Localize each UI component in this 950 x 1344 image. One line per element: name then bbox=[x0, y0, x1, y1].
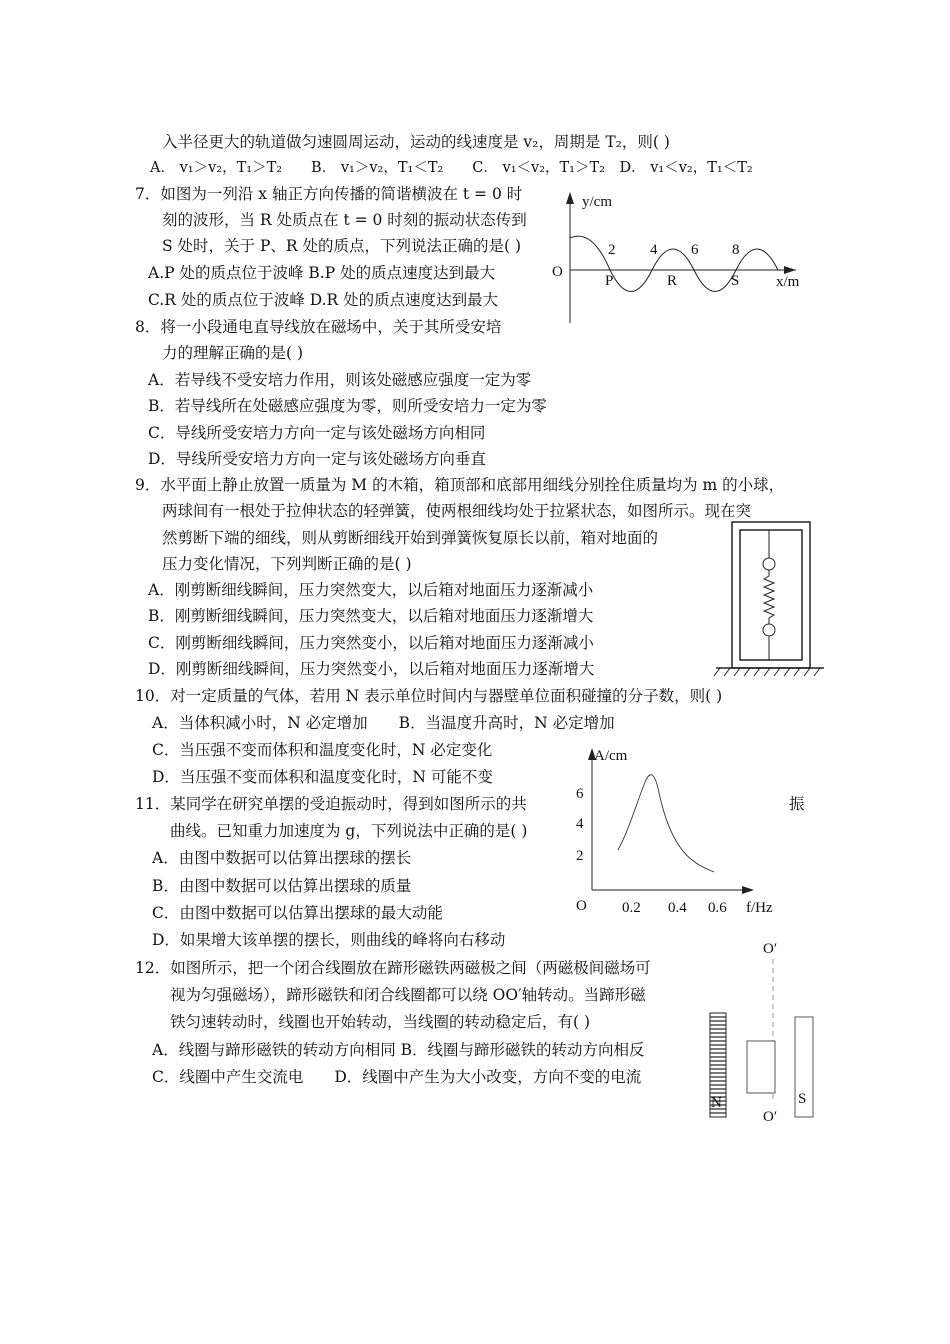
q6-line: 入半径更大的轨道做匀速圆周运动，运动的线速度是 v₂，周期是 T₂，则( ) bbox=[162, 133, 670, 151]
q10-option-c: C．当压强不变而体积和温度变化时，N 必定变化 bbox=[152, 741, 493, 759]
q7-stem-2: 刻的波形，当 R 处质点在 t = 0 时刻的振动状态传到 bbox=[162, 211, 527, 229]
q7-tick-4: 4 bbox=[650, 242, 658, 258]
q7-stem-3: S 处时，关于 P、R 处的质点，下列说法正确的是( ) bbox=[162, 237, 522, 255]
q7-point-p: P bbox=[605, 273, 614, 289]
q12-north-label: N bbox=[711, 1095, 722, 1111]
q9-stem-2: 两球间有一根处于拉伸状态的轻弹簧，使两根细线均处于拉紧状态，如图所示。现在突 bbox=[162, 502, 752, 520]
q9-spring bbox=[764, 570, 774, 624]
q11-xtick-0-6: 0.6 bbox=[708, 900, 727, 916]
q9-stem-4: 压力变化情况，下列判断正确的是( ) bbox=[162, 555, 412, 573]
q9-box-outer bbox=[732, 522, 810, 668]
q11-stem-2: 曲线。已知重力加速度为 g，下列说法中正确的是( ) bbox=[170, 822, 528, 840]
q9-stem-3: 然剪断下端的细线，则从剪断细线开始到弹簧恢复原长以前，箱对地面的 bbox=[162, 529, 659, 547]
q12-axis-top-label: O′ bbox=[763, 941, 778, 957]
q11-resonance-curve bbox=[618, 775, 714, 872]
q9-option-d: D．刚剪断细线瞬间，压力突然变小，以后箱对地面压力逐渐增大 bbox=[148, 660, 595, 678]
q8-option-d: D．导线所受安培力方向一定与该处磁场方向垂直 bbox=[148, 450, 486, 468]
q7-x-arrow bbox=[784, 266, 796, 274]
q7-options-ab: A.P 处的质点位于波峰 B.P 处的质点速度达到最大 bbox=[148, 264, 496, 282]
q8-stem-2: 力的理解正确的是( ) bbox=[162, 344, 304, 362]
q11-ylabel: A/cm bbox=[594, 748, 628, 764]
q12-options-cd: C．线圈中产生交流电 D．线圈中产生为大小改变，方向不变的电流 bbox=[152, 1068, 642, 1086]
q8-stem-1: 8．将一小段通电直导线放在磁场中，关于其所受安培 bbox=[135, 318, 502, 336]
q11-ytick-6: 6 bbox=[576, 786, 584, 802]
q12-magnet-figure bbox=[700, 935, 830, 1131]
q7-options-cd: C.R 处的质点位于波峰 D.R 处的质点速度达到最大 bbox=[148, 291, 499, 309]
q12-axis-bottom-label: O′ bbox=[763, 1109, 778, 1125]
q11-option-a: A．由图中数据可以估算出摆球的摆长 bbox=[152, 849, 412, 867]
q11-origin: O bbox=[576, 898, 587, 914]
q11-option-b: B．由图中数据可以估算出摆球的质量 bbox=[152, 877, 412, 895]
q9-option-b: B．刚剪断细线瞬间，压力突然变大，以后箱对地面压力逐渐增大 bbox=[148, 607, 594, 625]
q12-coil bbox=[747, 1041, 775, 1093]
q9-ground-hatch bbox=[714, 668, 820, 676]
q11-ytick-4: 4 bbox=[576, 816, 584, 832]
q10-options-ab: A．当体积减小时，N 必定增加 B．当温度升高时，N 必定增加 bbox=[152, 714, 615, 732]
q9-stem-1: 9．水平面上静止放置一质量为 M 的木箱，箱顶部和底部用细线分别拴住质量均为 m 的小球， bbox=[135, 476, 785, 494]
q7-y-arrow bbox=[566, 192, 574, 204]
q11-stem-1: 11．某同学在研究单摆的受迫振动时，得到如图所示的共 bbox=[135, 795, 527, 813]
q7-tick-2: 2 bbox=[608, 242, 616, 258]
q7-xlabel: x/m bbox=[776, 274, 800, 290]
q12-stem-2: 视为匀强磁场），蹄形磁铁和闭合线圈都可以绕 OO′轴转动。当蹄形磁 bbox=[170, 986, 646, 1004]
q11-x-arrow bbox=[742, 886, 754, 894]
q11-xtick-0-2: 0.2 bbox=[622, 900, 641, 916]
q12-stem-1: 12．如图所示，把一个闭合线圈放在蹄形磁铁两磁极之间（两磁极间磁场可 bbox=[135, 959, 651, 977]
q7-point-s: S bbox=[731, 273, 740, 289]
q8-option-a: A．若导线不受安培力作用，则该处磁感应强度一定为零 bbox=[148, 371, 532, 389]
q9-lower-ball bbox=[763, 624, 775, 636]
q7-ylabel: y/cm bbox=[582, 194, 612, 210]
q12-south-label: S bbox=[798, 1091, 807, 1107]
q11-resonance-figure bbox=[570, 738, 790, 920]
q11-option-c: C．由图中数据可以估算出摆球的最大动能 bbox=[152, 904, 443, 922]
q9-box-figure bbox=[712, 520, 828, 680]
q7-point-r: R bbox=[667, 273, 678, 289]
q8-option-b: B．若导线所在处磁感应强度为零，则所受安培力一定为零 bbox=[148, 397, 547, 415]
q7-tick-8: 8 bbox=[732, 242, 740, 258]
q12-stem-3: 铁匀速转动时，线圈也开始转动，当线圈的转动稳定后，有( ) bbox=[170, 1013, 591, 1031]
q11-stem-1-tail: 振 bbox=[789, 795, 805, 813]
q11-xlabel: f/Hz bbox=[746, 900, 773, 916]
q9-upper-ball bbox=[763, 558, 775, 570]
q10-option-d: D．当压强不变而体积和温度变化时，N 可能不变 bbox=[152, 768, 493, 786]
q9-option-a: A．刚剪断细线瞬间，压力突然变大，以后箱对地面压力逐渐减小 bbox=[148, 581, 594, 599]
q7-tick-6: 6 bbox=[691, 242, 699, 258]
q7-origin: O bbox=[552, 264, 563, 280]
q11-option-d: D．如果增大该单摆的摆长，则曲线的峰将向右移动 bbox=[152, 931, 506, 949]
q6-options: A． v₁＞v₂，T₁＞T₂ B． v₁＞v₂，T₁＜T₂ C． v₁＜v₂，T₁＞T₂ D． v₁＜v₂，T₁＜T₂ bbox=[150, 160, 753, 176]
q10-stem: 10．对一定质量的气体，若用 N 表示单位时间内与器壁单位面积碰撞的分子数，则( ) bbox=[135, 687, 723, 705]
q8-option-c: C．导线所受安培力方向一定与该处磁场方向相同 bbox=[148, 424, 486, 442]
q9-option-c: C．刚剪断细线瞬间，压力突然变小，以后箱对地面压力逐渐减小 bbox=[148, 634, 594, 652]
q11-ytick-2: 2 bbox=[576, 848, 584, 864]
q7-wave-figure bbox=[548, 188, 818, 328]
q11-xtick-0-4: 0.4 bbox=[668, 900, 687, 916]
q9-box-inner bbox=[740, 530, 802, 660]
q7-stem-1: 7．如图为一列沿 x 轴正方向传播的简谐横波在 t = 0 时 bbox=[135, 185, 523, 203]
q12-options-ab: A．线圈与蹄形磁铁的转动方向相同 B．线圈与蹄形磁铁的转动方向相反 bbox=[152, 1041, 645, 1059]
